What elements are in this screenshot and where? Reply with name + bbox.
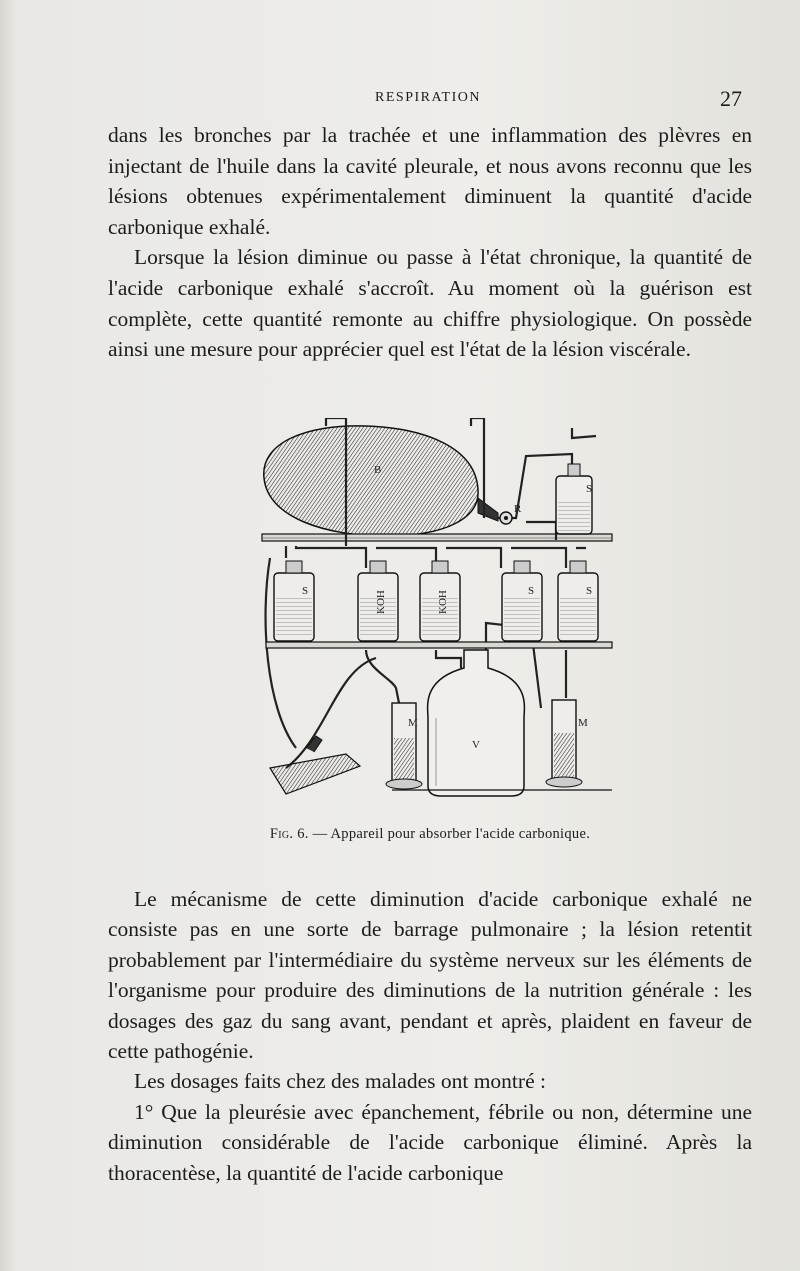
figure-caption (108, 826, 752, 843)
label-b: B (374, 464, 382, 476)
figure-number: Fig. 6. (269, 826, 309, 842)
running-title: RESPIRATION (375, 90, 481, 105)
label-koh-1: KOH (375, 590, 387, 614)
running-head (108, 88, 748, 112)
label-v: V (472, 739, 480, 751)
paragraph: Lorsque la lésion diminue ou passe à l'état chronique, la quantité de l'acide carbonique exhalé s'accroît. Au moment où la guérison est complète, cette quantité remonte au chiffre physiologique. On possède ainsi une mesure pour apprécier quel est l'état de la lésion viscérale. (108, 245, 752, 362)
apparatus-illustration (256, 418, 616, 803)
page-number: 27 (720, 86, 742, 111)
upper-shelf (262, 534, 612, 541)
paragraph: Les dosages faits chez des malades ont montré : (134, 1069, 546, 1094)
label-s-2: S (528, 585, 535, 597)
lower-shelf (266, 642, 612, 648)
bottle-row (274, 561, 598, 641)
paragraph: dans les bronches par la trachée et une inflammation des plèvres en injectant de l'huile dans la cavité pleurale, et nous avons reconnu que les lésions obtenues expérimentalement diminuent la quantité d'acide carbonique exhalé. (108, 123, 752, 239)
pinch-clamp-board (270, 736, 360, 794)
label-s-top: S (586, 483, 593, 495)
top-right-bottle (556, 464, 592, 534)
bottle-4 (502, 561, 542, 641)
gas-bag (264, 426, 498, 536)
label-s-3: S (586, 585, 593, 597)
valve-r (500, 512, 512, 524)
text-block-top (108, 120, 752, 365)
paragraph: 1° Que la pleurésie avec épanchement, fébrile ou non, détermine une diminution considérable de l'acide carbonique éliminé. Après la thoracentèse, la quantité de l'acide carbonique (108, 1099, 752, 1185)
right-cylinder (546, 700, 582, 787)
label-s-1: S (302, 585, 309, 597)
large-bottle-v (428, 650, 525, 796)
bottle-1 (274, 561, 314, 641)
text-block-bottom (108, 884, 752, 1188)
label-m-left: M (408, 717, 418, 729)
caption-text: — Appareil pour absorber l'acide carbonique. (308, 826, 591, 842)
left-cylinder (386, 703, 422, 789)
label-r: R (514, 503, 522, 515)
figure-apparatus (256, 418, 616, 803)
bottle-5 (558, 561, 598, 641)
paragraph: Le mécanisme de cette diminution d'acide carbonique exhalé ne consiste pas en une sorte de barrage pulmonaire ; la lésion retentit probablement par l'intermédiaire du système nerveux sur les éléments de l'organisme pour produire des diminutions de la nutrition générale : les dosages des gaz du sang avant, pendant et après, plaident en faveur de cette pathogénie. (108, 887, 752, 1064)
label-koh-2: KOH (437, 590, 449, 614)
label-m-right: M (578, 717, 588, 729)
